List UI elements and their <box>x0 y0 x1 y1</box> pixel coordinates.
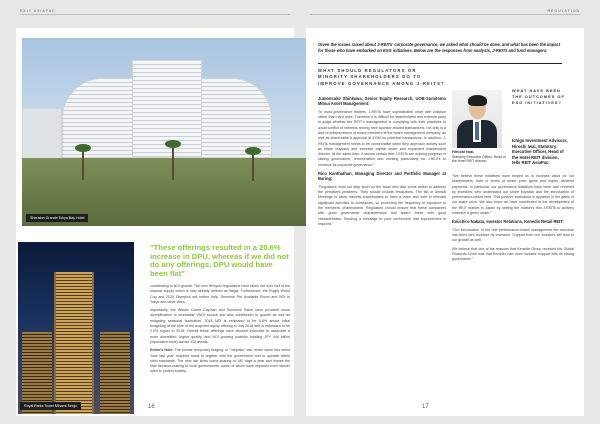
hotel-caption: Sheraton Grande Tokyo Bay Hotel <box>26 214 88 222</box>
side-speaker: Ichigo Investment Advisors, Hiroshi Iwai, Statutory Executive Officer, Head of the Hotel REIT division, tells REIT AsiaPac: <box>512 138 568 166</box>
answer-4: "Our introduction of the unit performance-linked management fee structure has been well received by investors. Support from our investors will lead to our growth as well. <box>452 227 574 243</box>
tower-building <box>54 272 94 414</box>
question-heading-1: WHAT SHOULD REGULATORS OR MINORITY SHAREHOLDERS DO TO IMPROVE GOVERNANCE AMONG J-REITS? <box>318 68 445 86</box>
left-body <box>150 284 290 378</box>
answer-1: "In most governance matters, J-REITs have sophisticated order with criticism rather than hard rules. Therefore it is difficult for shareholders and external party to judge whether the REIT's management is complying with their practices to avoid conflict of interests among their sponsor-related transactions, not only in a lack of independence of board members at the board management company, as well as shareholder's approval at EGM for potential transactions. In addition, J-REITs management needs to be conservative when they approach activity such as share buyback and increase capital share and expanded independent director. At the same time, it seems certain that J-REITs are making progress in raising governance, remuneration and working particularly for J-REITs to enhance its corporate governance." <box>318 109 446 167</box>
tower-caption: Royal Parks Tower Minami Senju <box>20 402 81 410</box>
hotel-wing <box>22 108 62 163</box>
speaker-4: Keiichiro Nakata, Investor Relations, Kenedix Retail REIT: <box>452 219 564 225</box>
portrait-name: Hiroshi Iwai, <box>452 150 475 154</box>
header-rule-left <box>20 14 290 15</box>
header-right: REGULATION <box>547 9 580 13</box>
speaker-1: Jumonsuke Shinkawa, Senior Equity Research, UOB-Sumitomo Mitsui Asset Management: <box>318 96 446 107</box>
pull-quote: "These offerings resulted in a 20.6% increase in DPU, whereas if we did not do any offerings, DPU would have been flat" <box>150 243 289 278</box>
page-number-left: 16 <box>148 404 155 410</box>
portrait-caption <box>452 150 508 164</box>
portrait-title: Statutory Executive Officer, Head of the Hotel REIT division <box>452 154 506 164</box>
answer-2: "Regulators must not step short on the issue and take some action to address the persistent problems. They should include resolutions. The list of Annual Meetings to allow minority shareholders to have a voice and vote in relevant significant activities to companies, so protecting the frequency of exposure to the members' shareholders. Regulators should ensure that these companies with good governance characteristics and award these with good characteristics. Sending a message to poor performers that improvement is required." <box>318 184 446 226</box>
palm-tree-icon <box>252 153 254 181</box>
header-left: REIT ASIAPAC <box>20 9 56 13</box>
portrait-tie <box>475 122 479 140</box>
hotel-photo <box>22 38 306 226</box>
left-page <box>16 28 294 416</box>
portrait-photo <box>452 90 502 148</box>
answer-5: We believe that one of the reasons that Kenedix Group received the Global Financial Crisis was that Kenedix had more investor support with its strong governance." <box>452 246 574 262</box>
portrait-hair <box>468 95 487 106</box>
answer-3: "We believe these initiatives have helped us to increase value for our shareholders, both in terms of share price gains and higher dividend payments. In particular, our governance initiatives have been well received by investors, who understand our share buyback and the introduction of performance-based fees. This positive evaluation is apparent in the gains in our share price. We also hope we have contributed to the development of the REIT market in Japan by setting the market's first J-REITs to actively embrace a green share." <box>452 174 574 216</box>
editors-note <box>150 348 290 374</box>
palm-tree-icon <box>82 150 84 180</box>
palm-tree-icon <box>172 146 174 180</box>
question-heading-2: WHAT HAVE BEEN THE OUTCOMES OF ESG INITIATIVES? <box>512 88 565 105</box>
right-body-col2 <box>452 174 574 266</box>
page-number-right: 17 <box>422 404 429 410</box>
right-page <box>306 28 584 416</box>
editors-note-label: Editor's Note: <box>150 348 174 353</box>
editors-note-text: The private temporary lodging, or "minpaku" law, which came into effect June last year, requires hosts to register with the government and to operate within strict standards. The new law limits home-sharing to 180 days a year and leaves the final decision-making to local governments, some of which have imposed even stricter rules to protect society. <box>150 348 290 374</box>
header-rule-right <box>310 14 580 15</box>
header-bar <box>0 0 600 28</box>
tower-photo <box>18 242 134 414</box>
intro-rule <box>318 63 562 64</box>
speaker-2: Rico Kanthathan, Managing Director and Portfolio Manager at Baring: <box>318 171 446 182</box>
right-body-col1 <box>318 96 446 230</box>
body-paragraph: contributing to NOI growth. The new Hiroyuki regulations have taken out over half of the shadow supply which is now already defined as illegal. Furthermore, the Rugby World Cup and 2020 Olympics will further help. Revenue Per Available Room and NOI in Tokyo and other cities. <box>150 284 290 304</box>
intro-text: Given the issues raised about J-REITs' corporate governance, we asked what should be done, and what has been the impact for those who have embarked on ESG initiatives. Below are the responses from analysts, J-REITs and fund managers: <box>318 42 561 53</box>
body-paragraph: Importantly, the Westin Grand Cayman and Sunshine Salon have provided some diversification to investable VNOI source and also contributed to growth as well as mitigating seasonal fluctuation. 2018 NOI is estimated to be 0.8% above initial budgeting at the time of the acquired equity offering in July 2018 and is estimated to be 2.0% higher in 2019. Overall these offerings have allowed Invincible to assemble a more diversified, higher quality, and NOI growing portfolio totalling JPY 446 billion (equivalent book) across 132 assets. <box>150 308 290 344</box>
tower-side-building <box>100 332 130 414</box>
